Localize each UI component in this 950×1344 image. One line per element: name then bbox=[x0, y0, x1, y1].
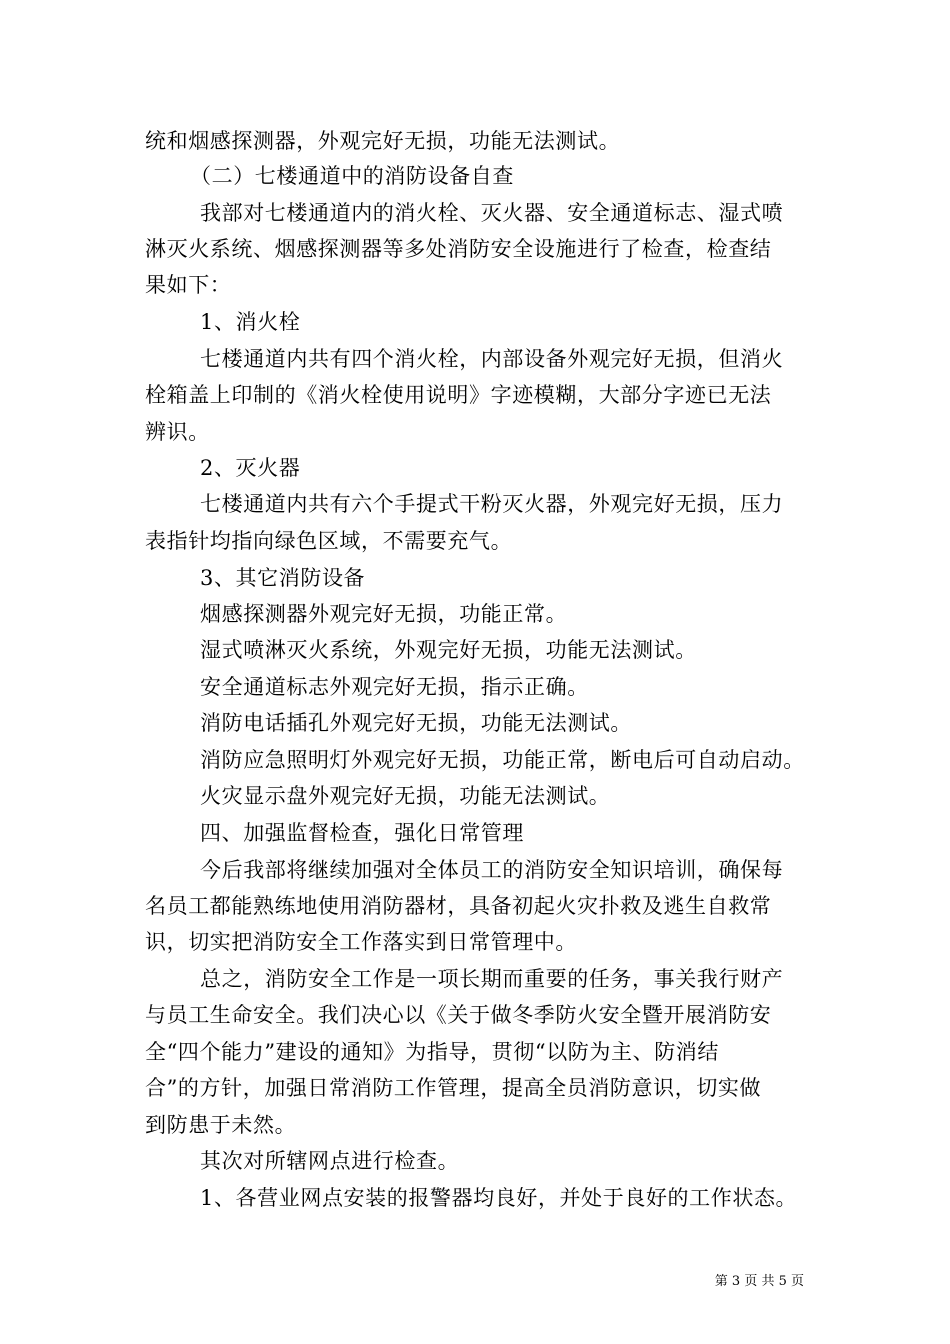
paragraph-line: 消防应急照明灯外观完好无损，功能正常，断电后可自动启动。 bbox=[200, 748, 805, 772]
paragraph-line: 安全通道标志外观完好无损，指示正确。 bbox=[200, 675, 589, 699]
item-heading: 1、消火栓 bbox=[200, 310, 301, 334]
item-heading: 3、其它消防设备 bbox=[200, 566, 366, 590]
paragraph-line: 烟感探测器外观完好无损，功能正常。 bbox=[200, 602, 568, 626]
paragraph-line: 果如下： bbox=[145, 273, 232, 297]
paragraph-line: 到防患于未然。 bbox=[145, 1113, 297, 1137]
paragraph-line: 今后我部将继续加强对全体员工的消防安全知识培训，确保每 bbox=[200, 858, 784, 882]
section-heading: 四、加强监督检查，强化日常管理 bbox=[200, 821, 524, 845]
page-number: 第 3 页 共 5 页 bbox=[714, 1274, 804, 1289]
paragraph-line: 辨识。 bbox=[145, 420, 210, 444]
paragraph-line: 消防电话插孔外观完好无损，功能无法测试。 bbox=[200, 711, 632, 735]
section-heading: （二）七楼通道中的消防设备自查 bbox=[190, 164, 514, 188]
paragraph-line: 表指针均指向绿色区域，不需要充气。 bbox=[145, 529, 513, 553]
paragraph-line: 其次对所辖网点进行检查。 bbox=[200, 1149, 460, 1173]
paragraph-line: 七楼通道内共有六个手提式干粉灭火器，外观完好无损，压力 bbox=[200, 492, 784, 516]
paragraph-line: 湿式喷淋灭火系统，外观完好无损，功能无法测试。 bbox=[200, 638, 697, 662]
paragraph-line: 与员工生命安全。我们决心以《关于做冬季防火安全暨开展消防安 bbox=[145, 1003, 772, 1027]
paragraph-line: 合”的方针，加强日常消防工作管理，提高全员消防意识，切实做 bbox=[145, 1076, 762, 1100]
paragraph-line: 识，切实把消防安全工作落实到日常管理中。 bbox=[145, 930, 577, 954]
paragraph-line: 七楼通道内共有四个消火栓，内部设备外观完好无损，但消火 bbox=[200, 347, 784, 371]
paragraph-line: 淋灭火系统、烟感探测器等多处消防安全设施进行了检查，检查结 bbox=[145, 237, 772, 261]
paragraph-line: 栓箱盖上印制的《消火栓使用说明》字迹模糊，大部分字迹已无法 bbox=[145, 383, 772, 407]
paragraph-line: 总之，消防安全工作是一项长期而重要的任务，事关我行财产 bbox=[200, 967, 784, 991]
paragraph-line: 名员工都能熟练地使用消防器材，具备初起火灾扑救及逃生自救常 bbox=[145, 894, 772, 918]
paragraph-line: 1、各营业网点安装的报警器均良好，并处于良好的工作状态。 bbox=[200, 1186, 798, 1210]
paragraph-line: 我部对七楼通道内的消火栓、灭火器、安全通道标志、湿式喷 bbox=[200, 201, 784, 225]
paragraph-line: 全“四个能力”建设的通知》为指导，贯彻“以防为主、防消结 bbox=[145, 1040, 720, 1064]
item-heading: 2、灭火器 bbox=[200, 456, 301, 480]
paragraph-line: 火灾显示盘外观完好无损，功能无法测试。 bbox=[200, 784, 611, 808]
paragraph-line: 统和烟感探测器，外观完好无损，功能无法测试。 bbox=[145, 129, 621, 153]
